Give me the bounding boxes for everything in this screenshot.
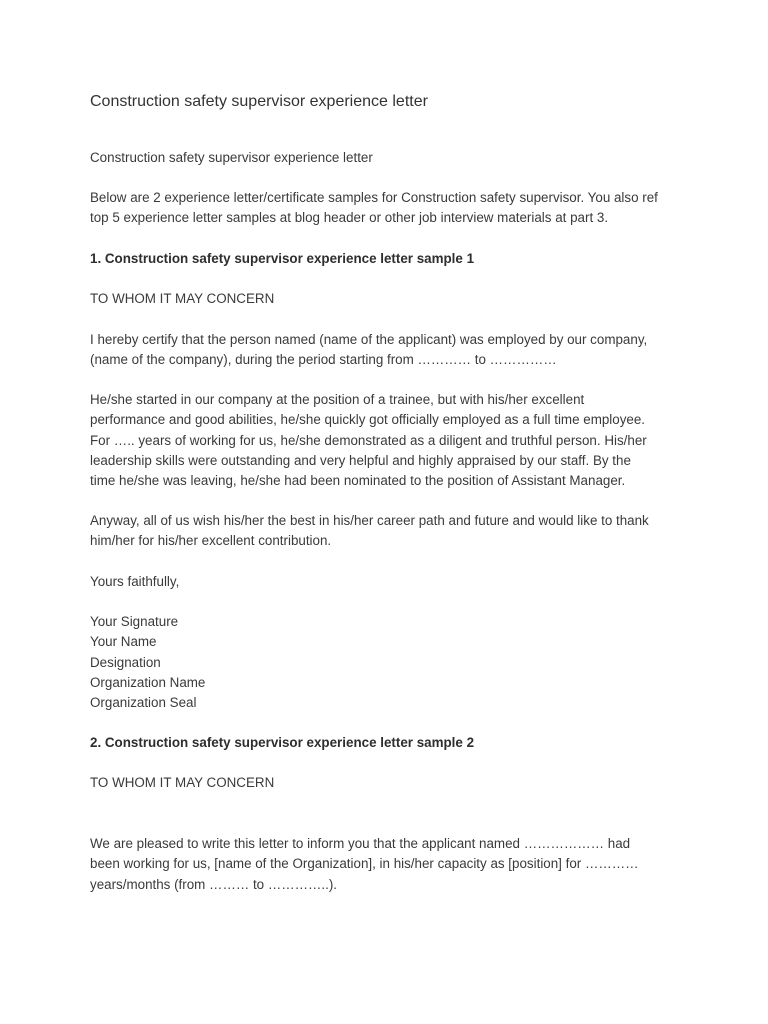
paragraph-line: been working for us, [name of the Organization], in his/her capacity as [position] for ………… [90,856,639,872]
paragraph-line: He/she started in our company at the position of a trainee, but with his/her excellent [90,392,585,407]
sample2-salutation [90,773,690,793]
salutation-text: TO WHOM IT MAY CONCERN [90,291,275,306]
paragraph-line: I hereby certify that the person named (name of the applicant) was employed by our company, [90,332,648,347]
sample1-salutation [90,289,690,309]
paragraph-line: performance and good abilities, he/she quickly got officially employed as a full time employee. [90,412,646,428]
sample2-heading-text: 2. Construction safety supervisor experience letter sample 2 [90,735,475,750]
sample2-heading [90,733,690,753]
designation-line: Designation [90,654,161,670]
sample1-heading-text: 1. Construction safety supervisor experience letter sample 1 [90,251,475,266]
document-title: Construction safety supervisor experience letter [90,93,428,110]
salutation-text: TO WHOM IT MAY CONCERN [90,775,275,790]
paragraph-line: years/months (from ……… to …………..). [90,876,338,892]
paragraph-line: him/her for his/her excellent contribution. [90,533,332,549]
paragraph-line: Anyway, all of us wish his/her the best in his/her career path and future and would like to thank [90,513,649,528]
sample1-signature-block [90,612,690,713]
document-subtitle [90,148,690,168]
sample1-paragraph-2 [90,390,690,491]
sample1-paragraph-3 [90,511,690,552]
subtitle-text: Construction safety supervisor experience letter [90,150,373,165]
intro-line: top 5 experience letter samples at blog header or other job interview materials at part 3. [90,210,609,226]
sample1-paragraph-1 [90,330,690,371]
signature-line: Your Signature [90,614,179,629]
paragraph-line: leadership skills were outstanding and very helpful and highly appraised by our staff. By the [90,452,631,468]
paragraph-line: For ….. years of working for us, he/she demonstrated as a diligent and truthful person. His/her [90,432,647,448]
sample1-heading [90,249,690,269]
intro-paragraph [90,188,690,229]
paragraph-line: time he/she was leaving, he/she had been nominated to the position of Assistant Manager. [90,473,626,489]
sample1-closing [90,572,690,592]
intro-line: Below are 2 experience letter/certificate samples for Construction safety supervisor. You also ref [90,190,658,205]
organization-seal-line: Organization Seal [90,695,197,711]
organization-name-line: Organization Name [90,674,206,690]
paragraph-line: We are pleased to write this letter to inform you that the applicant named ……………… had [90,836,631,851]
sample2-paragraph-1 [90,834,690,895]
name-line: Your Name [90,634,157,650]
paragraph-line: (name of the company), during the period starting from ………… to …………… [90,352,557,368]
closing-text: Yours faithfully, [90,574,180,589]
